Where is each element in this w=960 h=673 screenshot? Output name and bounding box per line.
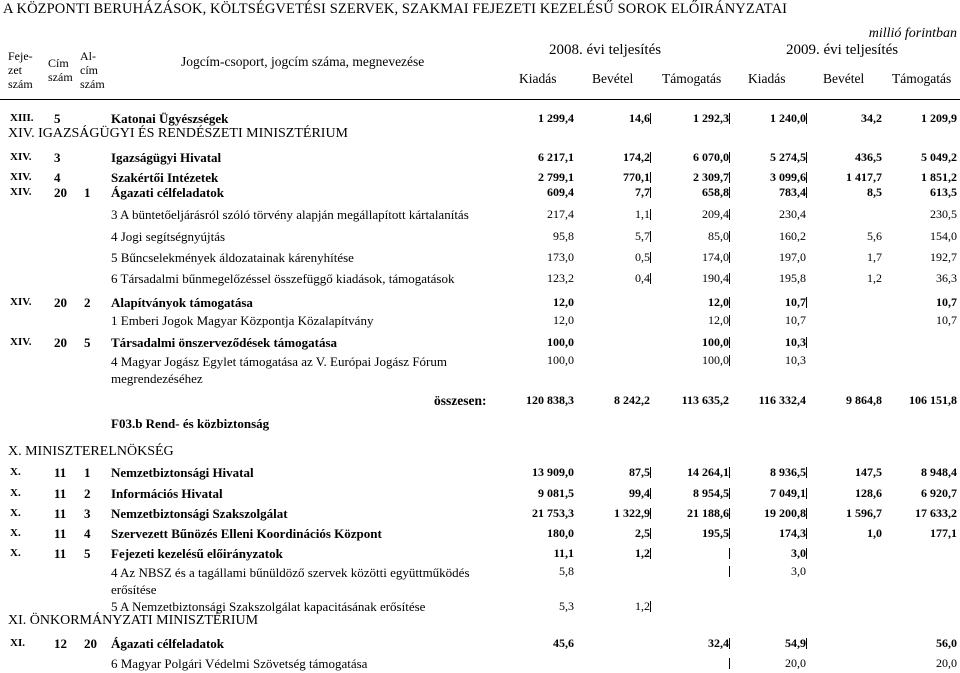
row-name: Ágazati célfeladatok (111, 185, 225, 200)
cell-value: 54,9 (785, 636, 806, 650)
column-tick (729, 566, 730, 577)
section-heading: XIV. IGAZSÁGÜGYI ÉS RENDÉSZETI MINISZTÉRIUM (8, 126, 348, 141)
header-jogcim: Jogcím-csoport, jogcím száma, megnevezése (181, 54, 425, 69)
cim-number: 5 (54, 111, 61, 126)
cell-value: 1 851,2 (921, 170, 957, 184)
column-tick (729, 231, 730, 242)
cell-value: 10,3 (785, 335, 806, 349)
row-name: Alapítványok támogatása (111, 295, 253, 310)
cell-value: 1 209,9 (921, 111, 957, 125)
cell-value: 1,7 (867, 250, 882, 264)
cim-number: 20 (54, 295, 67, 310)
column-tick (650, 252, 651, 263)
cell-value: 6 920,7 (921, 486, 957, 500)
cell-value: 56,0 (936, 636, 957, 650)
cell-value: 613,5 (930, 185, 957, 199)
column-tick (729, 113, 730, 124)
column-tick (806, 528, 807, 539)
cell-value: 36,3 (936, 271, 957, 285)
cell-value: 100,0 (547, 353, 574, 367)
column-tick (729, 315, 730, 326)
header-cim: Cím szám (48, 56, 73, 84)
alcim-number: 3 (84, 506, 91, 521)
chapter-number: X. (10, 466, 21, 478)
cell-value: 195,8 (779, 271, 806, 285)
cell-value: 12,0 (708, 295, 729, 309)
chapter-number: XIII. (10, 112, 34, 124)
row-name: 4 Az NBSZ és a tagállami bűnüldöző szervek közötti együttműködés erősítése (111, 565, 470, 597)
header-bevetel-2008: Bevétel (592, 71, 634, 86)
header-alcim: Al- cím szám (80, 49, 105, 91)
column-tick (650, 273, 651, 284)
row-name: 6 Társadalmi bűnmegelőzéssel összefüggő kiadások, támogatások (111, 271, 455, 286)
column-tick (806, 488, 807, 499)
cell-value: 20,0 (936, 656, 957, 670)
row-name: Nemzetbiztonsági Szakszolgálat (111, 506, 288, 521)
row-name: 4 Magyar Jogász Egylet támogatása az V. Európai Jogász Fórum megrendezéséhez (111, 354, 447, 386)
cim-number: 3 (54, 150, 61, 165)
column-tick (650, 508, 651, 519)
row-name: Fejezeti kezelésű előirányzatok (111, 546, 283, 561)
header-fejezet: Feje- zet szám (8, 49, 33, 91)
column-tick (806, 297, 807, 308)
cell-value: 174,2 (623, 150, 650, 164)
total-label: összesen: (434, 393, 487, 408)
cell-value: 17 633,2 (915, 506, 957, 520)
alcim-number: 20 (84, 636, 97, 651)
row-name: Igazságügyi Hivatal (111, 150, 222, 165)
column-tick (806, 113, 807, 124)
cell-value: 8 936,5 (770, 465, 806, 479)
header-kiadas-2009: Kiadás (748, 71, 786, 86)
cim-number: 11 (54, 546, 67, 561)
cell-value: 10,3 (785, 353, 806, 367)
cell-value: 174,3 (779, 526, 806, 540)
column-tick (650, 172, 651, 183)
header-year-2009: 2009. évi teljesítés (786, 42, 899, 58)
header-kiadas-2008: Kiadás (519, 71, 557, 86)
cell-value: 34,2 (861, 111, 882, 125)
column-tick (729, 467, 730, 478)
cell-value: 14,6 (629, 111, 650, 125)
row-name: 5 A Nemzetbiztonsági Szakszolgálat kapacitásának erősítése (111, 599, 426, 614)
column-tick (806, 337, 807, 348)
cell-value: 5,6 (867, 229, 882, 243)
cell-value: 123,2 (547, 271, 574, 285)
row-name: Katonai Ügyészségek (111, 111, 229, 126)
cell-value: 1,2 (635, 546, 650, 560)
cell-value: 116 332,4 (758, 393, 806, 407)
cell-value: 12,0 (553, 313, 574, 327)
alcim-number: 5 (84, 546, 91, 561)
cell-value: 21 753,3 (532, 506, 574, 520)
cell-value: 2 799,1 (538, 170, 574, 184)
column-tick (806, 172, 807, 183)
cell-value: 8 242,2 (614, 393, 650, 407)
cell-value: 174,0 (702, 250, 729, 264)
column-tick (650, 528, 651, 539)
column-tick (650, 467, 651, 478)
chapter-number: XIV. (10, 171, 32, 183)
cell-value: 8 948,4 (921, 465, 957, 479)
cell-value: 2,5 (635, 526, 650, 540)
chapter-number: XI. (10, 637, 25, 649)
cell-value: 95,8 (553, 229, 574, 243)
cim-number: 11 (54, 526, 67, 541)
header-tamogatas-2008: Támogatás (662, 71, 722, 86)
cell-value: 5,7 (635, 229, 650, 243)
cell-value: 8,5 (867, 185, 882, 199)
cell-value: 154,0 (930, 229, 957, 243)
cell-value: 1 299,4 (538, 111, 574, 125)
alcim-number: 2 (84, 486, 91, 501)
cell-value: 770,1 (623, 170, 650, 184)
cell-value: 120 838,3 (526, 393, 574, 407)
alcim-number: 1 (84, 185, 91, 200)
column-tick (806, 152, 807, 163)
cell-value: 9 081,5 (538, 486, 574, 500)
cell-value: 6 070,0 (693, 150, 729, 164)
cell-value: 3 099,6 (770, 170, 806, 184)
cell-value: 14 264,1 (687, 465, 729, 479)
cell-value: 8 954,5 (693, 486, 729, 500)
cim-number: 12 (54, 636, 67, 651)
cell-value: 85,0 (708, 229, 729, 243)
cell-value: 1 596,7 (846, 506, 882, 520)
row-name: Társadalmi önszerveződések támogatása (111, 335, 338, 350)
column-tick (729, 508, 730, 519)
cell-value: 100,0 (702, 353, 729, 367)
alcim-number: 5 (84, 335, 91, 350)
column-tick (729, 252, 730, 263)
cell-value: 100,0 (702, 335, 729, 349)
cell-value: 128,6 (855, 486, 882, 500)
cell-value: 658,8 (702, 185, 729, 199)
column-tick (806, 508, 807, 519)
cell-value: 209,4 (702, 207, 729, 221)
cell-value: 1,0 (867, 526, 882, 540)
cell-value: 1 292,3 (693, 111, 729, 125)
cim-number: 20 (54, 335, 67, 350)
cell-value: 147,5 (855, 465, 882, 479)
row-name: 1 Emberi Jogok Magyar Központja Közalapítvány (111, 313, 374, 328)
cell-value: 32,4 (708, 636, 729, 650)
header-year-2008: 2008. évi teljesítés (549, 42, 662, 58)
cell-value: 192,7 (930, 250, 957, 264)
column-tick (729, 355, 730, 366)
cell-value: 20,0 (785, 656, 806, 670)
chapter-number: X. (10, 487, 21, 499)
column-tick (806, 548, 807, 559)
column-tick (729, 548, 730, 559)
column-tick (729, 297, 730, 308)
chapter-number: XIV. (10, 151, 32, 163)
column-tick (729, 209, 730, 220)
cell-value: 436,5 (855, 150, 882, 164)
alcim-number: 1 (84, 465, 91, 480)
cell-value: 190,4 (702, 271, 729, 285)
column-tick (729, 273, 730, 284)
cell-value: 10,7 (785, 313, 806, 327)
row-name: Nemzetbiztonsági Hivatal (111, 465, 254, 480)
cell-value: 230,4 (779, 207, 806, 221)
cell-value: 1 417,7 (846, 170, 882, 184)
column-tick (650, 209, 651, 220)
cell-value: 177,1 (930, 526, 957, 540)
column-tick (650, 187, 651, 198)
row-name: Ágazati célfeladatok (111, 636, 225, 651)
column-tick (650, 113, 651, 124)
chapter-number: X. (10, 547, 21, 559)
chapter-number: X. (10, 507, 21, 519)
column-tick (650, 488, 651, 499)
cim-number: 20 (54, 185, 67, 200)
row-name: Szervezett Bűnözés Elleni Koordinációs Központ (111, 526, 382, 541)
cell-value: 12,0 (553, 295, 574, 309)
cim-number: 11 (54, 465, 67, 480)
column-tick (650, 548, 651, 559)
cell-value: 609,4 (547, 185, 574, 199)
row-name: 5 Bűncselekmények áldozatainak kárenyhítése (111, 250, 354, 265)
cell-value: 1,1 (635, 207, 650, 221)
row-name: 4 Jogi segítségnyújtás (111, 229, 226, 244)
cell-value: 11,1 (553, 546, 574, 560)
column-tick (729, 488, 730, 499)
cell-value: 100,0 (547, 335, 574, 349)
cell-value: 13 909,0 (532, 465, 574, 479)
cell-value: 173,0 (547, 250, 574, 264)
cell-value: 9 864,8 (846, 393, 882, 407)
column-tick (729, 658, 730, 669)
cim-number: 11 (54, 506, 67, 521)
cell-value: 3,0 (791, 564, 806, 578)
cell-value: 5,8 (559, 564, 574, 578)
cell-value: 0,5 (635, 250, 650, 264)
column-tick (650, 601, 651, 612)
cell-value: 19 200,8 (764, 506, 806, 520)
cell-value: 5 274,5 (770, 150, 806, 164)
cell-value: 217,4 (547, 207, 574, 221)
column-tick (729, 337, 730, 348)
column-tick (806, 638, 807, 649)
cell-value: 783,4 (779, 185, 806, 199)
column-tick (650, 231, 651, 242)
cell-value: 87,5 (629, 465, 650, 479)
column-tick (650, 152, 651, 163)
cell-value: 5,3 (559, 599, 574, 613)
cell-value: 3,0 (791, 546, 806, 560)
alcim-number: 4 (84, 526, 91, 541)
section-heading: X. MINISZTERELNÖKSÉG (8, 444, 174, 459)
row-name: Információs Hivatal (111, 486, 223, 501)
chapter-number: XIV. (10, 336, 32, 348)
cell-value: 2 309,7 (693, 170, 729, 184)
header-tamogatas-2009: Támogatás (892, 71, 952, 86)
column-tick (729, 638, 730, 649)
cell-value: 21 188,6 (687, 506, 729, 520)
alcim-number: 2 (84, 295, 91, 310)
column-tick (729, 172, 730, 183)
cell-value: 10,7 (936, 295, 957, 309)
cell-value: 1 322,9 (614, 506, 650, 520)
page-title: A KÖZPONTI BERUHÁZÁSOK, KÖLTSÉGVETÉSI SZERVEK, SZAKMAI FEJEZETI KEZELÉSŰ SOROK ELŐIRÁNYZATAI (3, 1, 788, 17)
row-name: 3 A büntetőeljárásról szóló törvény alapján megállapított kártalanítás (111, 207, 469, 222)
cell-value: 7 049,1 (770, 486, 806, 500)
header-divider (0, 99, 960, 100)
cell-value: 160,2 (779, 229, 806, 243)
header-bevetel-2009: Bevétel (823, 71, 865, 86)
cell-value: 113 635,2 (681, 393, 729, 407)
section-heading: XI. ÖNKORMÁNYZATI MINISZTÉRIUM (8, 613, 259, 628)
cell-value: 12,0 (708, 313, 729, 327)
cell-value: 0,4 (635, 271, 650, 285)
cell-value: 197,0 (779, 250, 806, 264)
cell-value: 45,6 (553, 636, 574, 650)
cell-value: 7,7 (635, 185, 650, 199)
column-tick (729, 187, 730, 198)
chapter-number: XIV. (10, 296, 32, 308)
column-tick (806, 187, 807, 198)
cell-value: 99,4 (629, 486, 650, 500)
column-tick (729, 528, 730, 539)
cell-value: 180,0 (547, 526, 574, 540)
column-tick (806, 467, 807, 478)
chapter-number: X. (10, 527, 21, 539)
cim-number: 11 (54, 486, 67, 501)
column-tick (729, 152, 730, 163)
cell-value: 10,7 (936, 313, 957, 327)
cell-value: 195,5 (702, 526, 729, 540)
cim-number: 4 (54, 170, 61, 185)
cell-value: 106 151,8 (909, 393, 957, 407)
chapter-number: XIV. (10, 186, 32, 198)
cell-value: 230,5 (930, 207, 957, 221)
cell-value: 1 240,0 (770, 111, 806, 125)
unit-label: millió forintban (868, 26, 957, 41)
cell-value: 5 049,2 (921, 150, 957, 164)
cell-value: 6 217,1 (538, 150, 574, 164)
cell-value: 1,2 (635, 599, 650, 613)
row-name: 6 Magyar Polgári Védelmi Szövetség támogatása (111, 656, 368, 671)
cell-value: 1,2 (867, 271, 882, 285)
subtotal-group-label: F03.b Rend- és közbiztonság (111, 416, 270, 431)
cell-value: 10,7 (785, 295, 806, 309)
row-name: Szakértői Intézetek (111, 170, 219, 185)
